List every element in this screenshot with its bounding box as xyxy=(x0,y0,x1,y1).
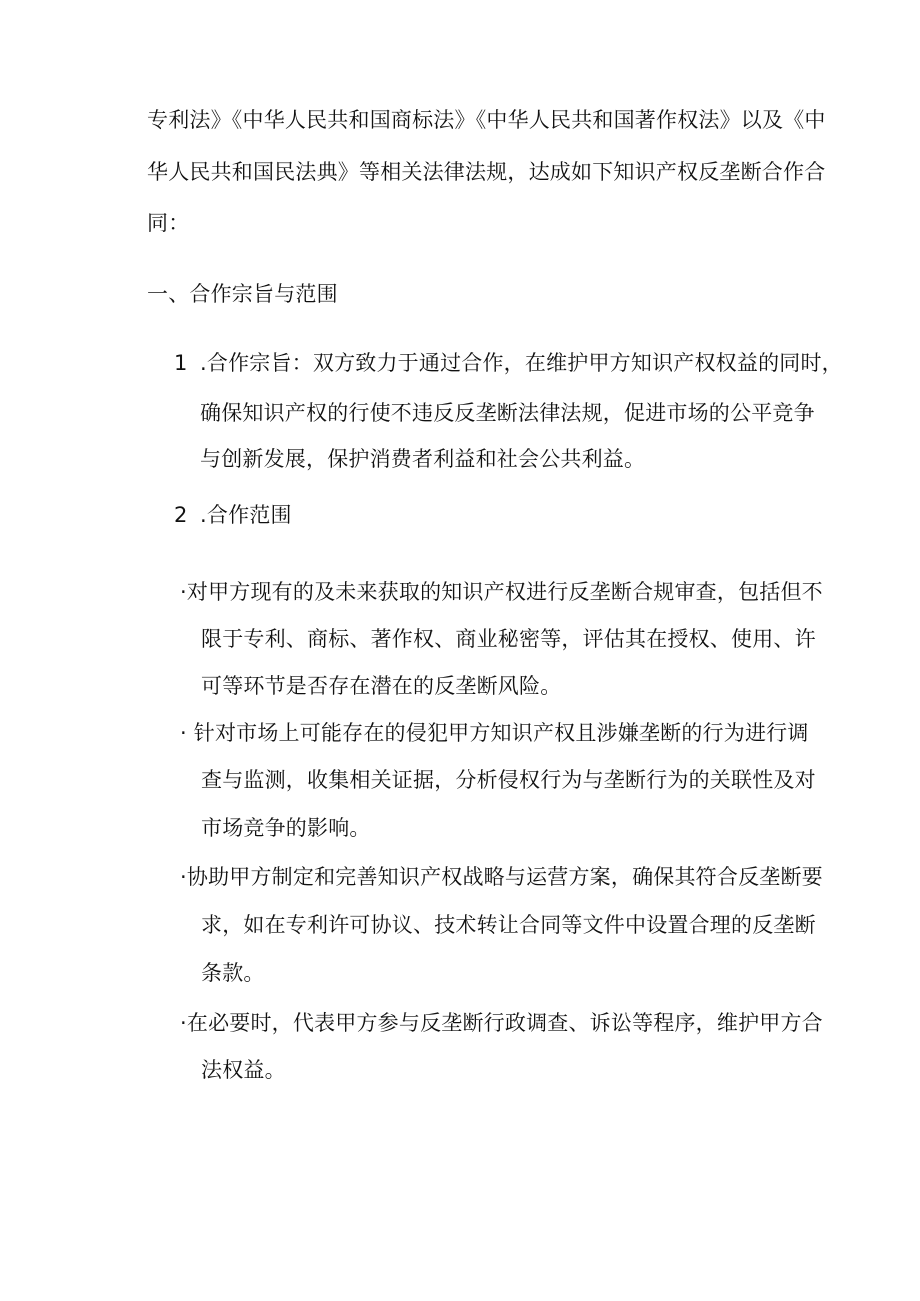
item-1-line-3: 与创新发展，保护消费者利益和社会公共利益。 xyxy=(200,447,646,471)
bullet-3-line-2: 求，如在专利许可协议、技术转让合同等文件中设置合理的反垄断 xyxy=(201,913,816,937)
bullet-4-line-1: ·在必要时，代表甲方参与反垄断行政调查、诉讼等程序，维护甲方合 xyxy=(180,1011,823,1035)
bullet-2-line-2: 查与监测，收集相关证据，分析侵权行为与垄断行为的关联性及对 xyxy=(201,768,816,792)
item-1-line-2: 确保知识产权的行使不违反反垄断法律法规，促进市场的公平竞争 xyxy=(200,401,815,425)
intro-line-1: 专利法》《中华人民共和国商标法》《中华人民共和国著作权法》以及《中 xyxy=(147,108,826,132)
section-heading: 一、合作宗旨与范围 xyxy=(147,282,338,306)
bullet-4-line-2: 法权益。 xyxy=(201,1058,286,1082)
bullet-3-line-3: 条款。 xyxy=(201,961,265,985)
bullet-3-line-1: ·协助甲方制定和完善知识产权战略与运营方案，确保其符合反垄断要 xyxy=(180,865,823,889)
item-1-line-1: .合作宗旨：双方致力于通过合作，在维护甲方知识产权权益的同时， xyxy=(200,351,843,375)
bullet-1-line-1: ·对甲方现有的及未来获取的知识产权进行反垄断合规审查，包括但不 xyxy=(180,580,823,604)
intro-line-2: 华人民共和国民法典》等相关法律法规，达成如下知识产权反垄断合作合 xyxy=(147,160,826,184)
item-2-title: .合作范围 xyxy=(200,503,292,527)
bullet-2-line-3: 市场竞争的影响。 xyxy=(201,816,371,840)
bullet-1-line-2: 限于专利、商标、著作权、商业秘密等，评估其在授权、使用、许 xyxy=(201,627,816,651)
bullet-2-line-1: · 针对市场上可能存在的侵犯甲方知识产权且涉嫌垄断的行为进行调 xyxy=(180,721,809,745)
bullet-1-line-3: 可等环节是否存在潜在的反垄断风险。 xyxy=(201,674,562,698)
intro-line-3: 同： xyxy=(147,211,190,235)
item-1-number: 1 xyxy=(174,351,188,375)
item-2-number: 2 xyxy=(174,503,188,527)
